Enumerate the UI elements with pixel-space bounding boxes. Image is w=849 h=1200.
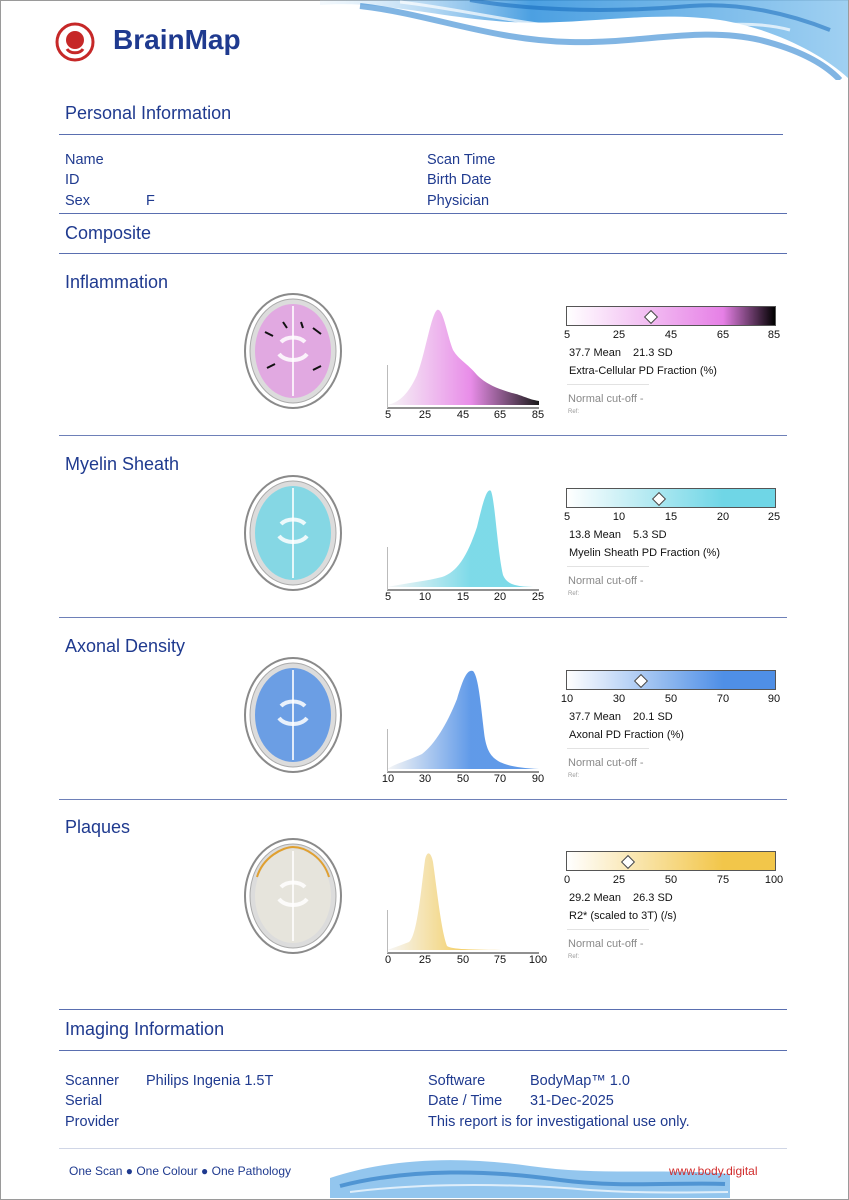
scale-tick-label: 20 [716,511,730,523]
software-label: Software [428,1073,486,1089]
scale-tick-label: 25 [612,874,626,886]
sd-value: 26.3 SD [633,892,673,904]
scale-tick-label: 50 [664,874,678,886]
histogram-tick-label: 30 [418,773,432,785]
histogram-tick-label: 0 [384,954,392,966]
metric-label: Axonal PD Fraction (%) [569,729,684,741]
bullet-icon: ● [201,1164,212,1178]
scan-time-label: Scan Time [427,152,496,168]
tagline-item: One Colour [136,1164,198,1178]
scale-tick-label: 10 [560,693,574,705]
divider [567,384,649,385]
header-wave-artwork [320,0,848,80]
colour-scale-bar [566,306,776,326]
mean-value: 37.7 Mean [569,711,621,723]
normal-cutoff-text: Normal cut-off - [568,938,644,950]
histogram-tick-label: 20 [493,591,507,603]
scale-tick-label: 75 [716,874,730,886]
brainmap-logo-icon [54,21,96,63]
composite-title: Composite [65,223,152,243]
scale-tick-label: 25 [612,329,626,341]
histogram-tick-label: 70 [493,773,507,785]
section-divider [59,617,787,618]
divider [59,134,783,135]
scale-tick-label: 5 [563,329,571,341]
tagline-item: One Scan [69,1164,123,1178]
scale-tick-label: 70 [716,693,730,705]
divider [59,1009,787,1010]
colour-scale-bar [566,488,776,508]
colour-scale-bar [566,670,776,690]
histogram-tick-label: 50 [456,954,470,966]
scale-tick-label: 90 [767,693,781,705]
normal-cutoff-text: Normal cut-off - [568,393,644,405]
histogram-chart [387,850,539,954]
birth-date-label: Birth Date [427,172,492,188]
scale-tick-label: 10 [612,511,626,523]
histogram-tick-label: 15 [456,591,470,603]
divider [567,929,649,930]
histogram-tick-label: 25 [418,954,432,966]
metric-label: Extra-Cellular PD Fraction (%) [569,365,717,377]
histogram-tick-label: 65 [493,409,507,421]
disclaimer-text: This report is for investigational use only. [428,1114,690,1130]
histogram-tick-label: 100 [528,954,548,966]
colour-scale-bar [566,851,776,871]
histogram-chart [387,487,539,591]
provider-label: Provider [65,1114,119,1130]
brain-scan-image [243,837,343,955]
histogram-tick-label: 10 [381,773,395,785]
tagline-item: One Pathology [211,1164,292,1178]
histogram-tick-label: 45 [456,409,470,421]
sd-value: 20.1 SD [633,711,673,723]
sex-label: Sex [65,193,90,209]
metric-label: Myelin Sheath PD Fraction (%) [569,547,720,559]
divider [59,253,787,254]
scale-tick-label: 0 [563,874,571,886]
date-time-label: Date / Time [428,1093,503,1109]
sex-value: F [146,193,155,209]
reference-text: Ref: [568,954,580,960]
section-divider [59,799,787,800]
reference-text: Ref: [568,591,580,597]
brain-scan-image [243,474,343,592]
scale-tick-label: 100 [764,874,784,886]
scale-tick-label: 15 [664,511,678,523]
histogram-tick-label: 25 [418,409,432,421]
histogram-tick-label: 85 [531,409,545,421]
normal-cutoff-text: Normal cut-off - [568,575,644,587]
scale-tick-label: 30 [612,693,626,705]
divider [59,1050,787,1051]
histogram-tick-label: 25 [531,591,545,603]
divider [567,748,649,749]
scale-tick-label: 25 [767,511,781,523]
scale-tick-label: 65 [716,329,730,341]
section-divider [59,435,787,436]
reference-text: Ref: [568,409,580,415]
mean-value: 29.2 Mean [569,892,621,904]
date-time-value: 31-Dec-2025 [530,1093,614,1109]
mean-value: 37.7 Mean [569,347,621,359]
software-value: BodyMap™ 1.0 [530,1073,630,1089]
section-title: Myelin Sheath [65,454,180,474]
divider [567,566,649,567]
sd-value: 21.3 SD [633,347,673,359]
scale-tick-label: 5 [563,511,571,523]
section-title: Axonal Density [65,636,186,656]
bullet-icon: ● [125,1164,137,1178]
histogram-chart [387,669,539,773]
physician-label: Physician [427,193,490,209]
histogram-chart [387,305,539,409]
scanner-value: Philips Ingenia 1.5T [146,1073,274,1089]
histogram-tick-label: 90 [531,773,545,785]
histogram-tick-label: 75 [493,954,507,966]
brain-scan-image [243,656,343,774]
brand-title: BrainMap [113,24,241,55]
brain-scan-image [243,292,343,410]
histogram-tick-label: 10 [418,591,432,603]
personal-info-title: Personal Information [65,103,232,123]
scale-tick-label: 50 [664,693,678,705]
histogram-tick-label: 50 [456,773,470,785]
mean-value: 13.8 Mean [569,529,621,541]
histogram-tick-label: 5 [384,409,392,421]
footer-tagline [69,1164,291,1178]
name-label: Name [65,152,104,168]
serial-label: Serial [65,1093,103,1109]
normal-cutoff-text: Normal cut-off - [568,757,644,769]
histogram-tick-label: 5 [384,591,392,603]
section-title: Inflammation [65,272,169,292]
scale-tick-label: 85 [767,329,781,341]
section-title: Plaques [65,817,131,837]
id-label: ID [65,172,80,188]
website-link[interactable]: www.body.digital [669,1164,758,1178]
scale-tick-label: 45 [664,329,678,341]
sd-value: 5.3 SD [633,529,667,541]
reference-text: Ref: [568,773,580,779]
metric-label: R2* (scaled to 3T) (/s) [569,910,677,922]
divider [59,213,787,214]
scanner-label: Scanner [65,1073,120,1089]
imaging-info-title: Imaging Information [65,1019,225,1039]
